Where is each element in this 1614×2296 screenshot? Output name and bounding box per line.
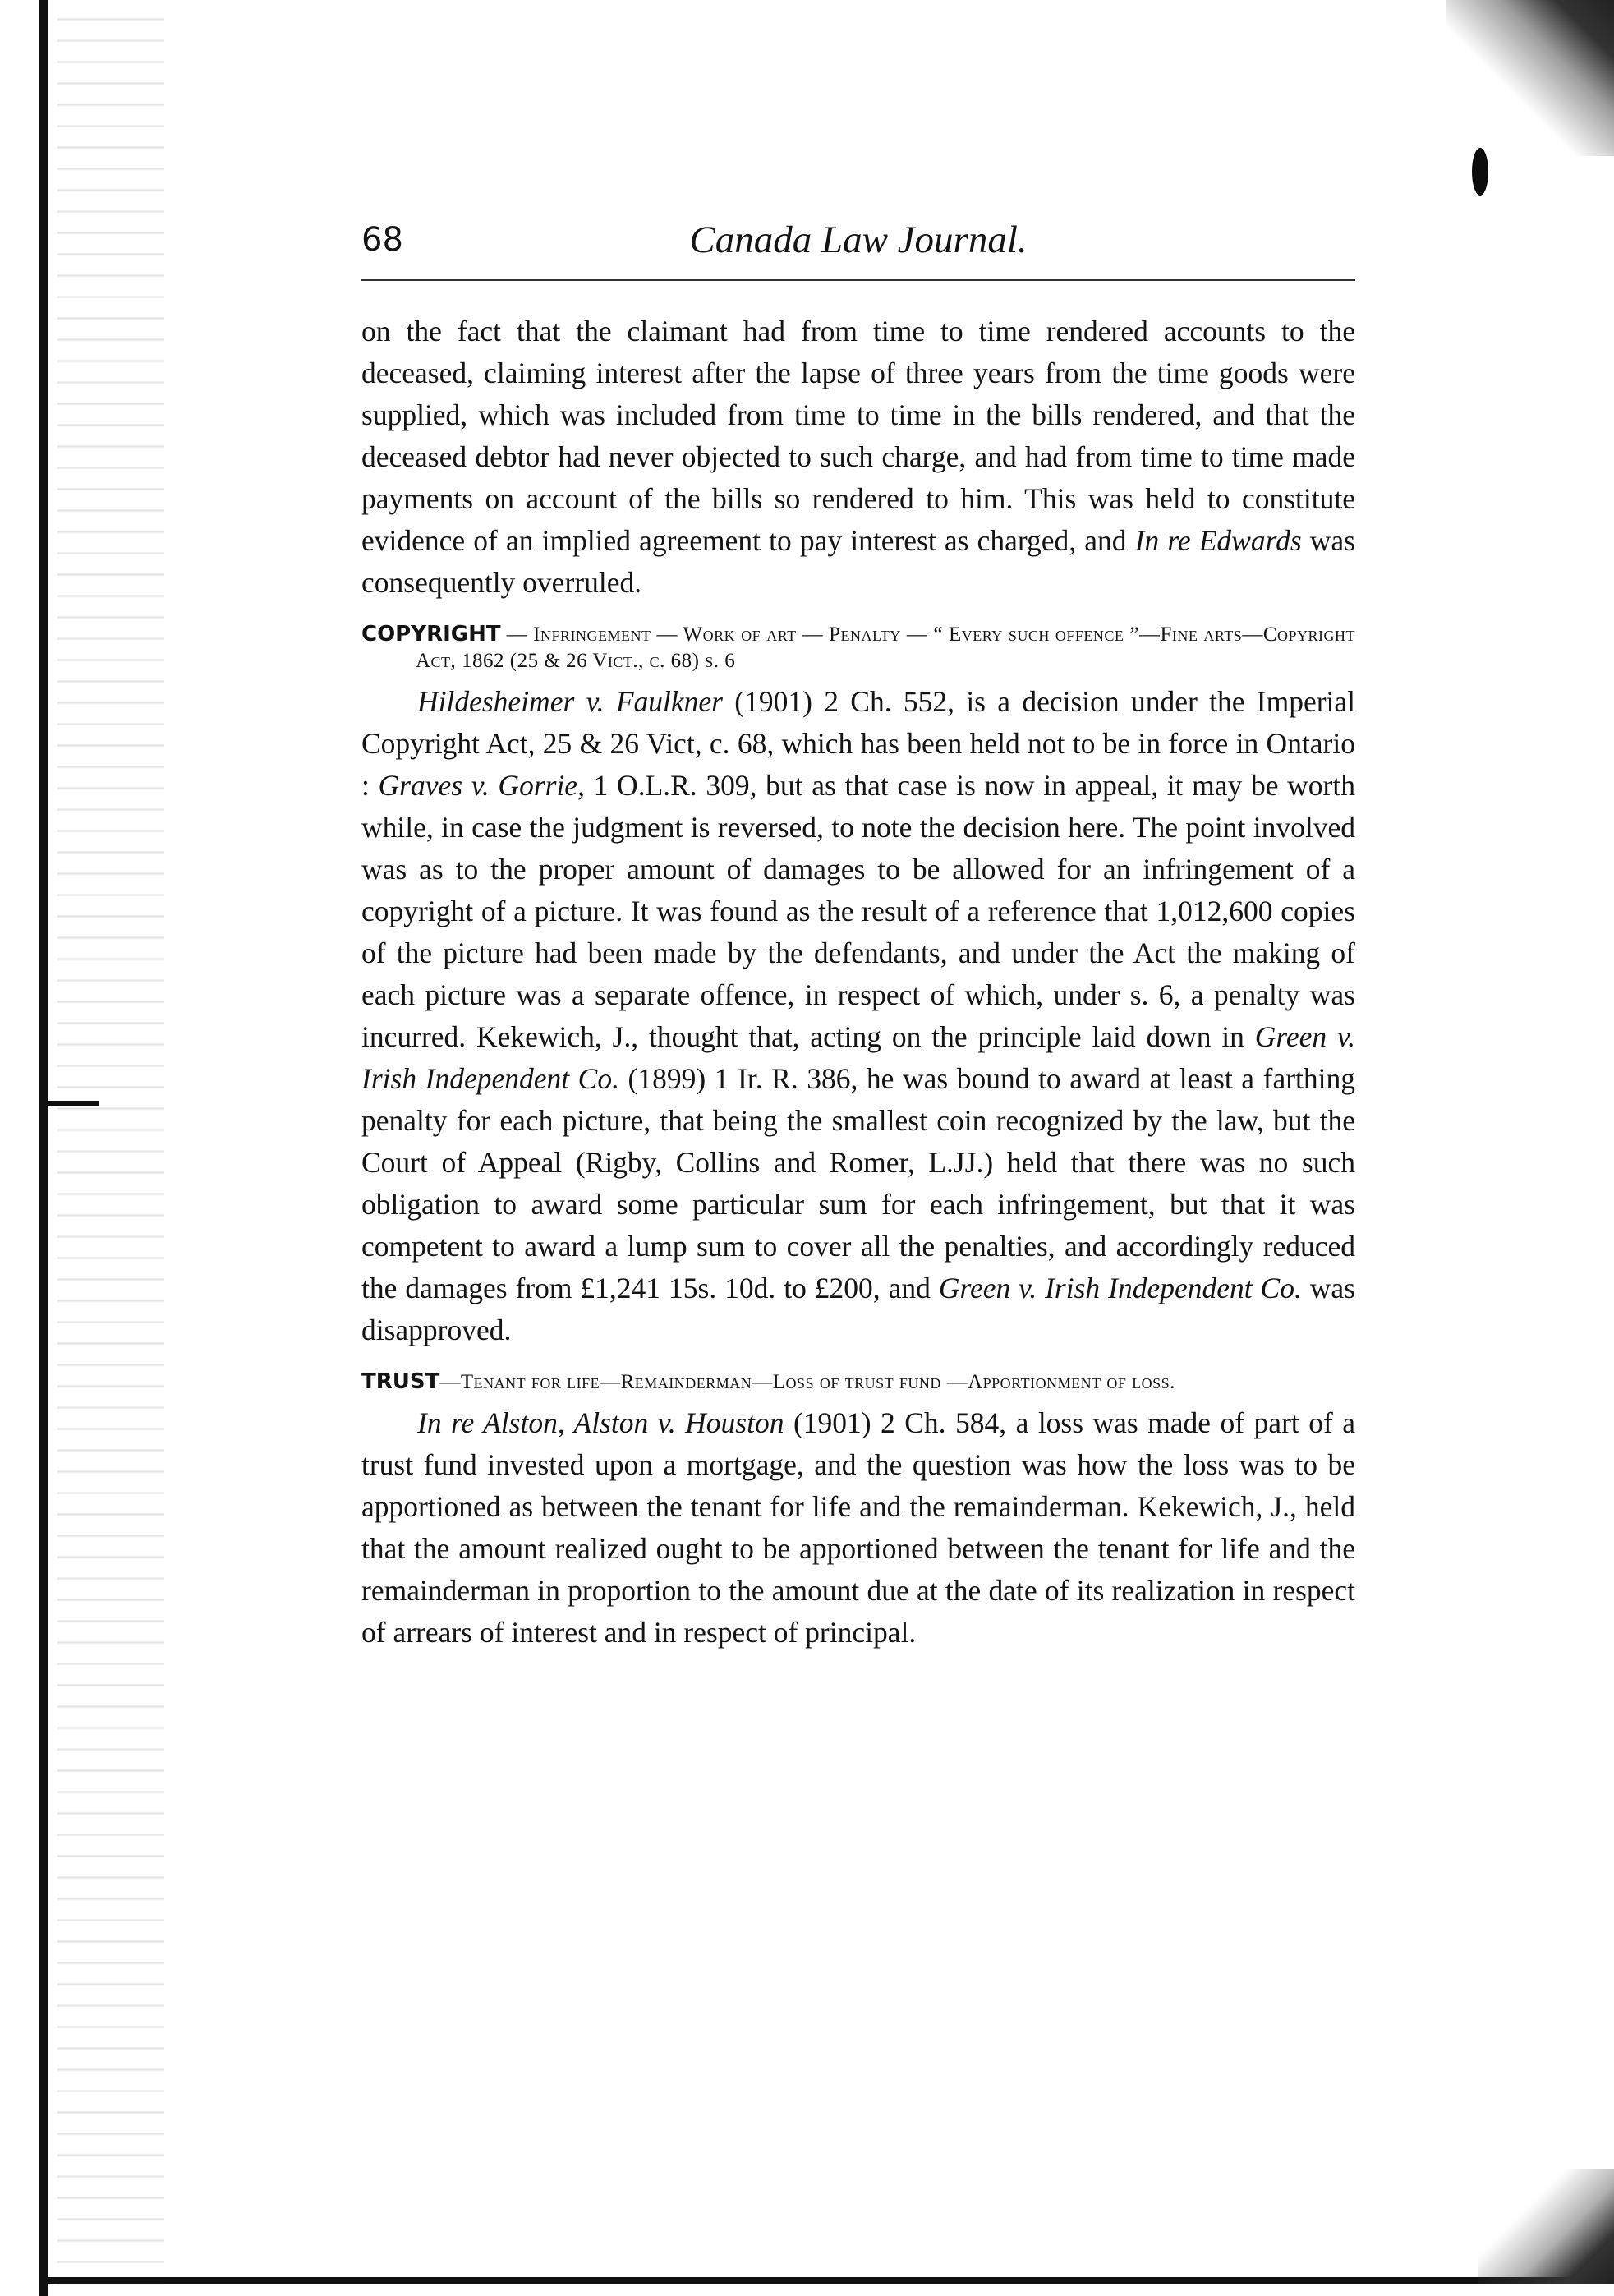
continuation-text: on the fact that the claimant had from time to time rendered accounts to the deceased, claiming interest after the lapse of three years from the time goods were supplied, which was included from time to time in the bills rendered, and that the deceased debtor had never objected to such charge, and had from time to time made payments on account of the bills so rendered to him. This was held to constitute evidence of an implied agreement to pay interest as charged, and [361, 315, 1355, 557]
journal-title: Canada Law Journal. [689, 219, 1028, 261]
scan-corner-shadow-bottom [1478, 2169, 1614, 2284]
case-citation: Green v. Irish Independent Co. [938, 1272, 1302, 1304]
page-number: 68 [361, 221, 403, 259]
continuation-paragraph [361, 311, 1355, 604]
scan-left-noise [57, 0, 164, 2296]
continuation-text-end: was consequently overruled. [361, 524, 1355, 599]
scan-punch-mark [1472, 148, 1488, 196]
paragraph-text: , 1 O.L.R. 309, but as that case is now in appeal, it may be worth while, in case the judgment is reversed, to note the decision here. The point involved was as to the proper amount of damages to be allowed for an infringement of a copyright of a picture. It was found as the result of a reference that 1,012,600 copies of the picture had been made by the defendants, and under the Act the making of each picture was a separate offence, in respect of which, under s. 6, a penalty was incurred. Kekewich, J., thought that, acting on the principle laid down in [361, 769, 1355, 1053]
trust-headword: TRUST [361, 1369, 440, 1394]
scan-corner-shadow-top [1446, 0, 1614, 156]
trust-paragraph [361, 1402, 1355, 1654]
text-column [361, 311, 1355, 1654]
copyright-subheading: — Infringement — Work of art — Penalty — “ Every such offence ”—Fine arts—Copyright Act, 1862 (25 & 26 Vict., c. 68) s. 6 [416, 623, 1355, 672]
copyright-heading [361, 622, 1355, 674]
case-citation: Graves v. Gorrie [378, 769, 578, 802]
scan-bottom-edge [39, 2277, 1614, 2284]
case-citation: Hildesheimer v. Faulkner [417, 685, 723, 718]
scan-left-edge [39, 0, 48, 2296]
running-header [361, 215, 1355, 281]
case-citation: Green v. Irish Independent Co. [361, 1020, 1355, 1095]
paragraph-text: (1899) 1 Ir. R. 386, he was bound to award at least a farthing penalty for each picture, that being the smallest coin recognized by the law, but the Court of Appeal (Rigby, Collins and Romer, L.JJ.) held that there was no such obligation to award some particular sum for each infringement, but that it was competent to award a lump sum to cover all the penalties, and accordingly reduced the damages from £1,241 15s. 10d. to £200, and [361, 1062, 1355, 1304]
paragraph-text: (1901) 2 Ch. 552, is a decision under the Imperial Copyright Act, 25 & 26 Vict, c. 68, which has been held not to be in force in Ontario : [361, 685, 1355, 802]
copyright-paragraph [361, 681, 1355, 1351]
case-citation: In re Edwards [1134, 524, 1302, 557]
paragraph-text: was disapproved. [361, 1272, 1356, 1346]
copyright-headword: COPYRIGHT [361, 622, 501, 646]
scan-margin-mark [39, 1101, 99, 1106]
header-rule [361, 279, 1355, 281]
trust-subheading: —Tenant for life—Remainderman—Loss of trust fund —Apportionment of loss. [439, 1371, 1175, 1393]
paragraph-text: (1901) 2 Ch. 584, a loss was made of part of a trust fund invested upon a mortgage, and the question was how the loss was to be apportioned as between the tenant for life and the remainderman. Kekewich, J., held that the amount realized ought to be apportioned between the tenant for life and the remainderman in proportion to the amount due at the date of its realization in respect of arrears of interest and in respect of principal. [361, 1406, 1355, 1649]
trust-heading [361, 1369, 1355, 1396]
case-citation: In re Alston, Alston v. Houston [417, 1406, 784, 1439]
